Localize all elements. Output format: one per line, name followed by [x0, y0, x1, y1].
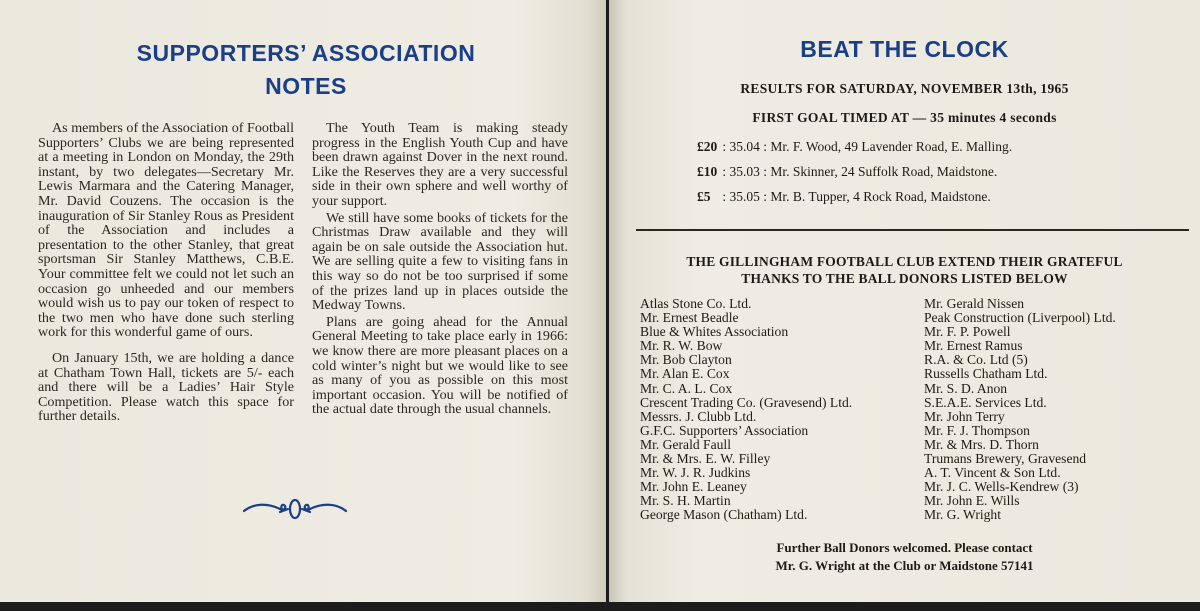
donor-item: Mr. F. P. Powell [924, 324, 1011, 340]
prize-time: 35.04 [729, 139, 760, 154]
donor-item: Mr. W. J. R. Judkins [640, 465, 751, 481]
donors-list-column-1 [640, 297, 852, 523]
prize-row: £5 : 35.05 : Mr. B. Tupper, 4 Rock Road, Maidstone. [697, 189, 991, 204]
donor-item: Mr. F. J. Thompson [924, 422, 1030, 438]
donor-item: Peak Construction (Liverpool) Ltd. [924, 310, 1116, 326]
donor-item: Mr. John E. Wills [924, 493, 1020, 509]
notes-paragraph: Plans are going ahead for the Annual General Meeting to take place early in 1966: we know there are more pleasant places on a cold winter’s night but we would like to see as many of you as possible on this most important occasion. You will be notified of the actual date through the usual channels. [312, 313, 568, 418]
scroll-flourish-ornament-icon [240, 494, 350, 524]
donor-item: Mr. G. Wright [924, 507, 1001, 523]
prize-row: £10 : 35.03 : Mr. Skinner, 24 Suffolk Road, Maidstone. [697, 164, 998, 179]
prize-winner: Mr. B. Tupper, 4 Rock Road, Maidstone. [770, 189, 991, 204]
beat-the-clock-title: BEAT THE CLOCK [800, 36, 1009, 62]
donor-item: R.A. & Co. Ltd (5) [924, 352, 1028, 368]
first-goal-minutes-label: minutes [947, 110, 996, 125]
donors-list-column-2 [924, 297, 1116, 523]
donor-item: Mr. & Mrs. D. Thorn [924, 436, 1039, 452]
further-donors-note [609, 539, 1200, 575]
first-goal-minutes: 35 [930, 110, 945, 125]
donor-item: Mr. S. D. Anon [924, 380, 1008, 396]
first-goal-prefix: FIRST GOAL TIMED AT — [752, 110, 927, 125]
donor-item: G.F.C. Supporters’ Association [640, 422, 809, 438]
title-line-2: NOTES [265, 73, 347, 99]
prize-winner: Mr. Skinner, 24 Suffolk Road, Maidstone. [770, 164, 998, 179]
donor-item: Mr. Bob Clayton [640, 352, 732, 368]
donor-item: Mr. Alan E. Cox [640, 366, 730, 382]
donor-item: Trumans Brewery, Gravesend [924, 451, 1087, 467]
first-goal-seconds: 4 [999, 110, 1007, 125]
further-line-2: Mr. G. Wright at the Club or Maidstone 57141 [775, 558, 1034, 573]
donor-item: Atlas Stone Co. Ltd. [640, 296, 752, 311]
prize-amount: £10 [697, 164, 718, 179]
donor-item: Mr. Ernest Ramus [924, 338, 1023, 354]
section-divider [636, 229, 1189, 231]
results-heading: RESULTS FOR SATURDAY, NOVEMBER 13th, 1965 [740, 81, 1069, 96]
first-goal-line [609, 110, 1200, 126]
notes-column-1 [38, 121, 294, 424]
scan-bottom-edge [0, 602, 1200, 611]
donor-item: Mr. & Mrs. E. W. Filley [640, 451, 771, 467]
prize-winner: Mr. F. Wood, 49 Lavender Road, E. Malling. [770, 139, 1013, 154]
prize-row: £20 : 35.04 : Mr. F. Wood, 49 Lavender Road, E. Malling. [697, 139, 1013, 154]
donor-item: Mr. Ernest Beadle [640, 310, 739, 326]
donor-item: Mr. John Terry [924, 408, 1005, 424]
further-line-1: Further Ball Donors welcomed. Please contact [776, 540, 1033, 555]
donor-item: Messrs. J. Clubb Ltd. [640, 408, 757, 424]
donor-item: Mr. John E. Leaney [640, 479, 747, 495]
notes-column-2 [312, 121, 568, 417]
donor-item: Russells Chatham Ltd. [924, 366, 1048, 382]
prize-amount: £5 [697, 189, 711, 204]
donor-item: George Mason (Chatham) Ltd. [640, 507, 808, 523]
title-line-1: SUPPORTERS’ ASSOCIATION [136, 40, 476, 66]
donor-item: Mr. Gerald Nissen [924, 296, 1025, 311]
first-goal-seconds-label: seconds [1010, 110, 1057, 125]
right-page [609, 0, 1200, 602]
donor-item: Blue & Whites Association [640, 324, 789, 340]
donor-item: Mr. J. C. Wells-Kendrew (3) [924, 479, 1079, 495]
donor-item: A. T. Vincent & Son Ltd. [924, 465, 1061, 481]
thanks-line-2: THANKS TO THE BALL DONORS LISTED BELOW [741, 271, 1068, 286]
left-page [0, 0, 606, 602]
donor-item: S.E.A.E. Services Ltd. [924, 394, 1047, 410]
notes-paragraph: The Youth Team is making steady progress in the English Youth Cup and have been drawn against Dover in the next round. Like the Reserves they are a very successful side in their own sphere and well worthy of your support. [312, 120, 568, 209]
notes-paragraph: On January 15th, we are holding a dance at Chatham Town Hall, tickets are 5/- each and there will be a Ladies’ Hair Style Competition. Please watch this space for further details. [38, 349, 294, 425]
donor-item: Mr. R. W. Bow [640, 338, 723, 354]
supporters-association-title [0, 37, 612, 103]
thanks-line-1: THE GILLINGHAM FOOTBALL CLUB EXTEND THEIR GRATEFUL [686, 254, 1123, 269]
thanks-heading [609, 253, 1200, 287]
prize-amount: £20 [697, 139, 718, 154]
notes-paragraph: As members of the Association of Football Supporters’ Clubs we are being represented at a meeting in London on Monday, the 29th instant, by two delegates—Secretary Mr. Lewis Marmara and the Catering Manager, Mr. David Couzens. The occasion is the inauguration of Sir Stanley Rous as President of the Association and includes a presentation to the other Stanley, that great sportsman Sir Stanley Matthews, C.B.E. Your committee felt we could not let such an occasion go unheeded and our members would wish us to pay our token of respect to the two men who have done such sterling work for this wonderful game of ours. [38, 120, 295, 341]
notes-paragraph: We still have some books of tickets for the Christmas Draw available and they will again be on sale outside the Association hut. We are selling quite a few to visiting fans in this way so do not be too surprised if some of the prizes land up in places outside the Medway Towns. [312, 209, 568, 314]
donor-item: Mr. S. H. Martin [640, 493, 731, 509]
donor-item: Mr. Gerald Faull [640, 436, 731, 452]
donor-item: Mr. C. A. L. Cox [640, 380, 733, 396]
prize-time: 35.05 [729, 189, 760, 204]
donor-item: Crescent Trading Co. (Gravesend) Ltd. [640, 394, 853, 410]
prize-time: 35.03 [729, 164, 760, 179]
